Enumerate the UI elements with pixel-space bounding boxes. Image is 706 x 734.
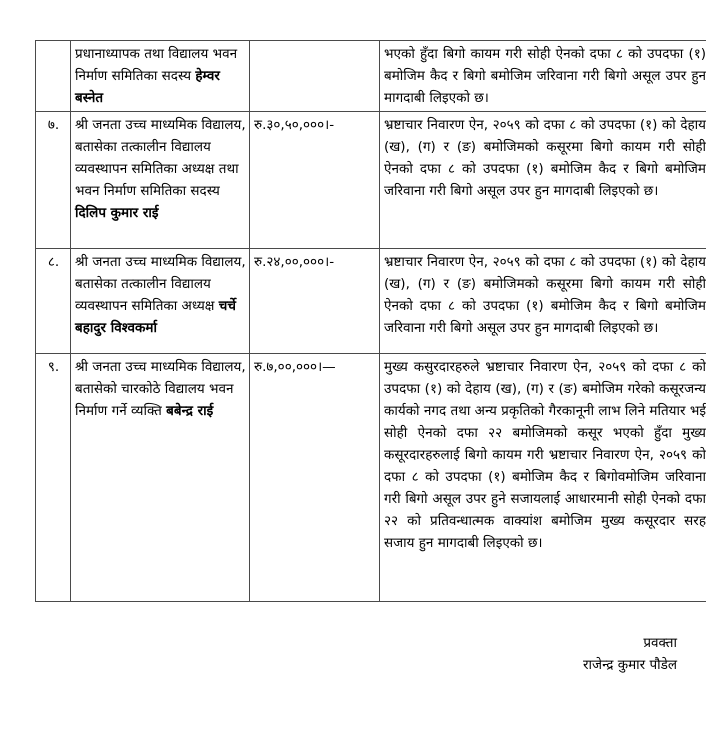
accused-name-cell — [71, 112, 250, 249]
accused-description: प्रधानाध्यापक तथा विद्यालय भवन निर्माण समितिका सदस्य — [75, 46, 238, 84]
accused-description: श्री जनता उच्च माध्यमिक विद्यालय, बतासेका तत्कालीन विद्यालय व्यवस्थापन समितिका अध्यक्ष तथा भवन निर्माण समितिका सदस्य — [75, 117, 246, 199]
amount-cell — [250, 41, 380, 112]
signature-block — [35, 632, 677, 676]
charge-cell: भएको हुँदा बिगो कायम गरी सोही ऐनको दफा ८ को उपदफा (१) बमोजिम कैद र बिगो बमोजिम जरिवाना गरी बिगो असूल उपर हुन मागदाबी लिइएको छ। — [380, 41, 706, 112]
serial-cell — [36, 41, 71, 112]
table-row-7 — [36, 112, 706, 249]
accused-name: दिलिप कुमार राई — [75, 205, 159, 221]
amount-cell: रु.७,००,०००।— — [250, 354, 380, 602]
accused-description: श्री जनता उच्च माध्यमिक विद्यालय, बतासेको चारकोठे विद्यालय भवन निर्माण गर्ने व्यक्ति — [75, 359, 246, 419]
charge-cell: भ्रष्टाचार निवारण ऐन, २०५९ को दफा ८ को उपदफा (१) को देहाय (ख), (ग) र (ङ) बमोजिमको कसूरमा बिगो कायम गरी सोही ऐनको दफा ८ को उपदफा (१) बमोजिम कैद र बिगो बमोजिम जरिवाना गरी बिगो असूल उपर हुन मागदाबी लिइएको छ। — [380, 112, 706, 249]
amount-cell: रु.२४,००,०००।- — [250, 249, 380, 354]
document-body — [35, 40, 706, 602]
table-row-8 — [36, 249, 706, 354]
charge-cell: मुख्य कसुरदारहरुले भ्रष्टाचार निवारण ऐन, २०५९ को दफा ८ को उपदफा (१) को देहाय (ख), (ग) र (ङ) बमोजिम गरेको कसूरजन्य कार्यको नगद तथा अन्य प्रकृतिको गैरकानूनी लाभ लिने मतियार भई सोही ऐनको दफा २२ बमोजिमको कसूर भएको हुँदा मुख्य कसूरदारहरुलाई बिगो कायम गरी भ्रष्टाचार निवारण ऐन, २०५९ को दफा ८ को उपदफा (१) बमोजिम कैद र बिगोवमोजिम जरिवाना गरी बिगो असूल उपर हुने सजायलाई आधारमानी सोही ऐनको दफा २२ को प्रतिवन्धात्मक वाक्यांश बमोजिम मुख्य कसूरदार सरह सजाय हुन मागदाबी लिइएको छ। — [380, 354, 706, 602]
amount-cell: रु.३०,५०,०००।- — [250, 112, 380, 249]
serial-cell: ७. — [36, 112, 71, 249]
accused-name: हेम्वर बस्नेत — [75, 68, 220, 106]
table-row-9 — [36, 354, 706, 602]
accused-name-cell — [71, 41, 250, 112]
accused-name: बबेन्द्र राई — [166, 403, 214, 419]
accused-name-cell — [71, 249, 250, 354]
signature-title: प्रवक्ता — [643, 635, 677, 651]
charge-cell: भ्रष्टाचार निवारण ऐन, २०५९ को दफा ८ को उपदफा (१) को देहाय (ख), (ग) र (ङ) बमोजिमको कसूरमा बिगो कायम गरी सोही ऐनको दफा ८ को उपदफा (१) बमोजिम कैद र बिगो बमोजिम जरिवाना गरी बिगो असूल उपर हुन मागदाबी लिइएको छ। — [380, 249, 706, 354]
accused-description: श्री जनता उच्च माध्यमिक विद्यालय, बतासेका तत्कालीन विद्यालय व्यवस्थापन समितिका अध्यक्ष — [75, 254, 246, 314]
table-row-continuation — [36, 41, 706, 112]
serial-cell: ८. — [36, 249, 71, 354]
serial-cell: ९. — [36, 354, 71, 602]
accused-name: चर्चे बहादुर विश्वकर्मा — [75, 298, 236, 336]
signature-name: राजेन्द्र कुमार पौडेल — [583, 657, 677, 673]
accused-name-cell — [71, 354, 250, 602]
charge-table — [35, 40, 706, 602]
